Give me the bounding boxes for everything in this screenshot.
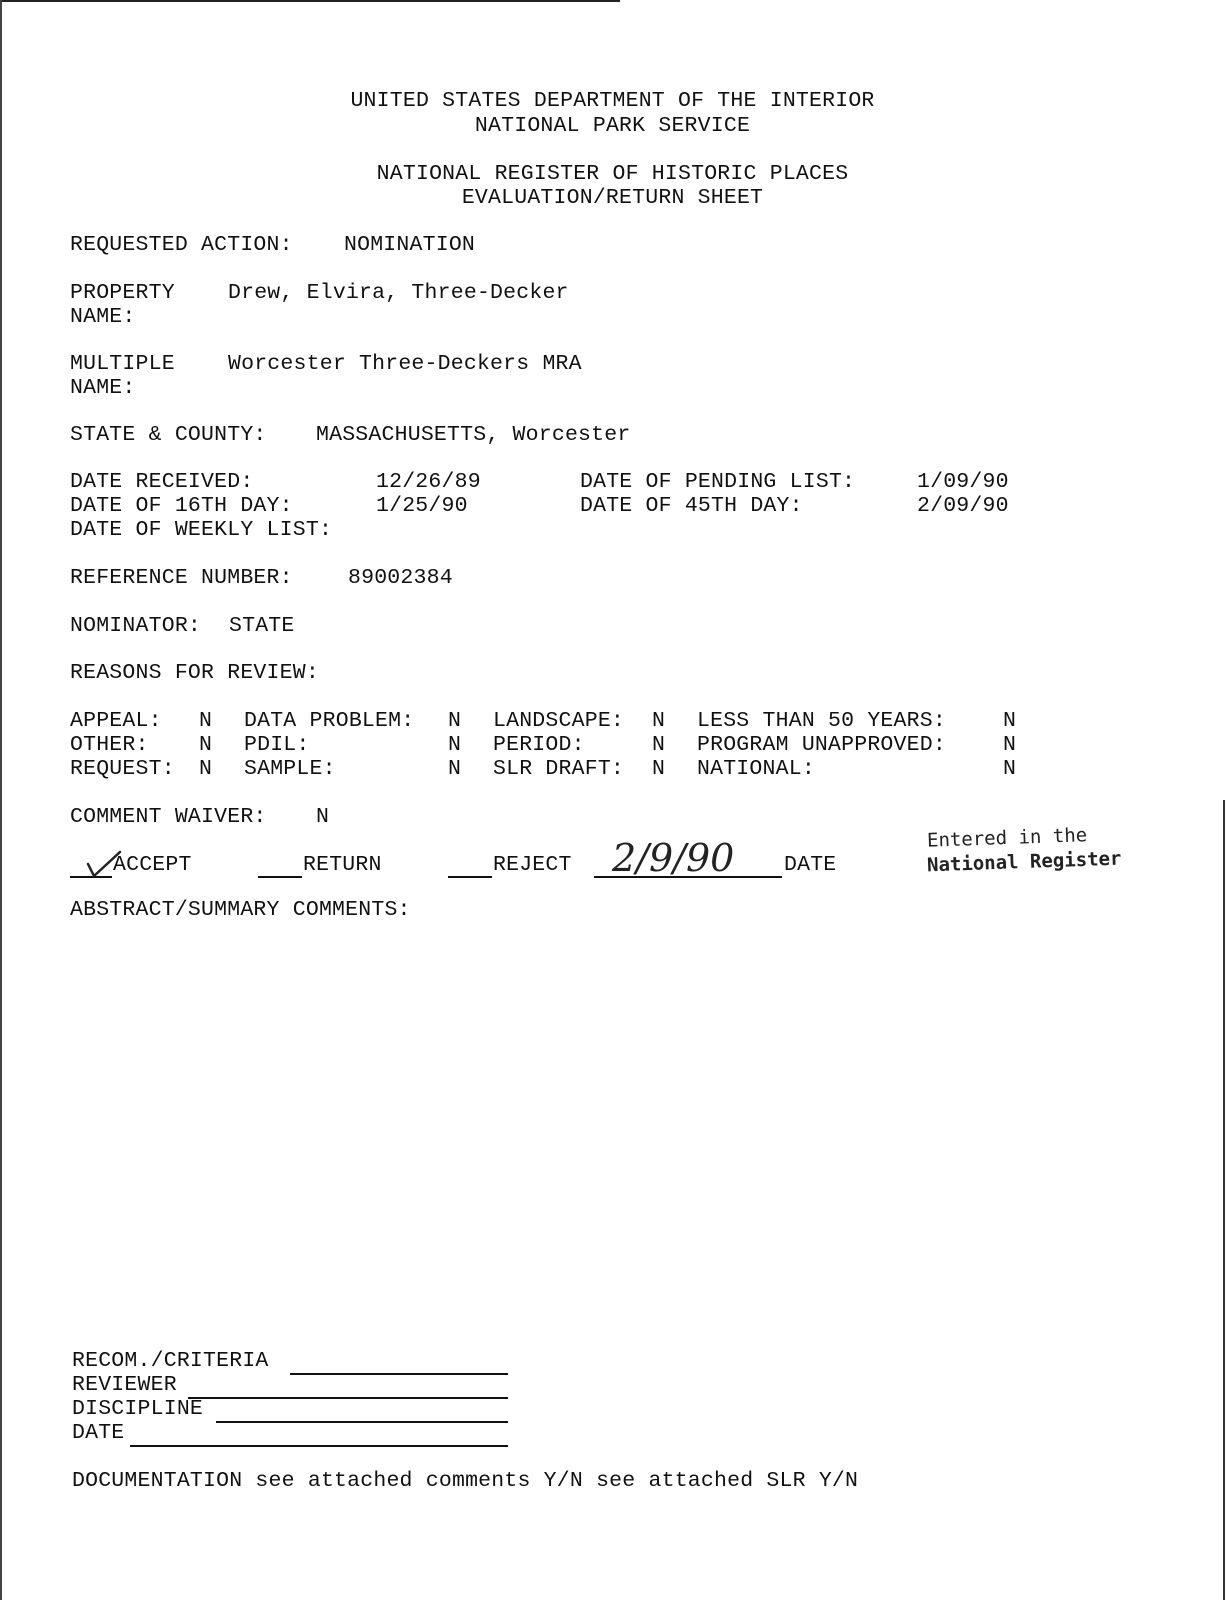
- reason-less-than-50-value: N: [1003, 709, 1017, 733]
- state-county-value: MASSACHUSETTS, Worcester: [316, 423, 631, 447]
- reason-data-problem-label: DATA PROBLEM:: [244, 709, 415, 733]
- reason-program-unapproved-label: PROGRAM UNAPPROVED:: [697, 733, 946, 757]
- requested-action-value: NOMINATION: [344, 233, 476, 257]
- day16-value: 1/25/90: [376, 494, 468, 518]
- reason-less-than-50-label: LESS THAN 50 YEARS:: [697, 709, 946, 733]
- reference-number-value: 89002384: [348, 566, 453, 590]
- reject-option: REJECT: [493, 853, 572, 877]
- weekly-list-label: DATE OF WEEKLY LIST:: [70, 518, 333, 542]
- footer-date-label: DATE: [72, 1421, 125, 1445]
- reason-national-label: NATIONAL:: [697, 757, 815, 781]
- state-county-label: STATE & COUNTY:: [70, 423, 267, 447]
- pending-list-label: DATE OF PENDING LIST:: [580, 470, 856, 494]
- reason-program-unapproved-value: N: [1003, 733, 1017, 757]
- reason-pdil-label: PDIL:: [244, 733, 310, 757]
- reason-national-value: N: [1003, 757, 1017, 781]
- reason-other-label: OTHER:: [70, 733, 149, 757]
- reason-sample-label: SAMPLE:: [244, 757, 336, 781]
- reason-landscape-label: LANDSCAPE:: [493, 709, 625, 733]
- reason-request-label: REQUEST:: [70, 757, 175, 781]
- day16-label: DATE OF 16TH DAY:: [70, 494, 293, 518]
- requested-action-label: REQUESTED ACTION:: [70, 233, 293, 257]
- form-subtitle: EVALUATION/RETURN SHEET: [461, 186, 764, 210]
- property-name-value: Drew, Elvira, Three-Decker: [228, 281, 569, 305]
- reason-slr-draft-label: SLR DRAFT:: [493, 757, 625, 781]
- day45-label: DATE OF 45TH DAY:: [580, 494, 803, 518]
- multiple-name-label: NAME:: [70, 376, 136, 400]
- comment-waiver-value: N: [316, 805, 330, 829]
- recom-criteria-line: [290, 1373, 508, 1375]
- multiple-label: MULTIPLE: [70, 352, 175, 376]
- pending-list-value: 1/09/90: [917, 470, 1009, 494]
- reasons-heading: REASONS FOR REVIEW:: [70, 661, 319, 685]
- stamp-line-1: Entered in the: [926, 824, 1088, 852]
- return-blank-line: [258, 876, 302, 878]
- documentation-line: DOCUMENTATION see attached comments Y/N see attached SLR Y/N: [72, 1469, 859, 1493]
- reason-period-label: PERIOD:: [493, 733, 585, 757]
- reason-slr-draft-value: N: [652, 757, 666, 781]
- reason-appeal-value: N: [199, 709, 213, 733]
- footer-date-line: [130, 1445, 508, 1447]
- discipline-label: DISCIPLINE: [72, 1397, 204, 1421]
- reason-other-value: N: [199, 733, 213, 757]
- date-received-value: 12/26/89: [376, 470, 481, 494]
- agency-subtitle: NATIONAL PARK SERVICE: [474, 114, 751, 138]
- form-title: NATIONAL REGISTER OF HISTORIC PLACES: [376, 162, 849, 186]
- stamp-line-2: National Register: [926, 847, 1122, 877]
- property-label: PROPERTY: [70, 281, 175, 305]
- reviewer-label: REVIEWER: [72, 1373, 177, 1397]
- reject-blank-line: [448, 876, 492, 878]
- reviewer-line: [188, 1397, 508, 1399]
- comment-waiver-label: COMMENT WAIVER:: [70, 805, 267, 829]
- abstract-label: ABSTRACT/SUMMARY COMMENTS:: [70, 898, 411, 922]
- reason-sample-value: N: [448, 757, 462, 781]
- handwritten-date: 2/9/90: [612, 836, 735, 880]
- reason-pdil-value: N: [448, 733, 462, 757]
- return-option: RETURN: [303, 853, 382, 877]
- discipline-line: [216, 1421, 508, 1423]
- reason-data-problem-value: N: [448, 709, 462, 733]
- nominator-label: NOMINATOR:: [70, 614, 202, 638]
- date-received-label: DATE RECEIVED:: [70, 470, 254, 494]
- reason-request-value: N: [199, 757, 213, 781]
- reference-number-label: REFERENCE NUMBER:: [70, 566, 293, 590]
- reason-period-value: N: [652, 733, 666, 757]
- decision-date-label: DATE: [784, 853, 837, 877]
- agency-title: UNITED STATES DEPARTMENT OF THE INTERIOR: [350, 89, 875, 113]
- property-name-label: NAME:: [70, 305, 136, 329]
- day45-value: 2/09/90: [917, 494, 1009, 518]
- nominator-value: STATE: [229, 614, 295, 638]
- reason-appeal-label: APPEAL:: [70, 709, 162, 733]
- accept-option: ACCEPT: [113, 853, 192, 877]
- scan-edge-top: [0, 0, 620, 2]
- scan-edge-left: [0, 0, 2, 1600]
- reason-landscape-value: N: [652, 709, 666, 733]
- multiple-name-value: Worcester Three-Deckers MRA: [228, 352, 582, 376]
- recom-criteria-label: RECOM./CRITERIA: [72, 1349, 269, 1373]
